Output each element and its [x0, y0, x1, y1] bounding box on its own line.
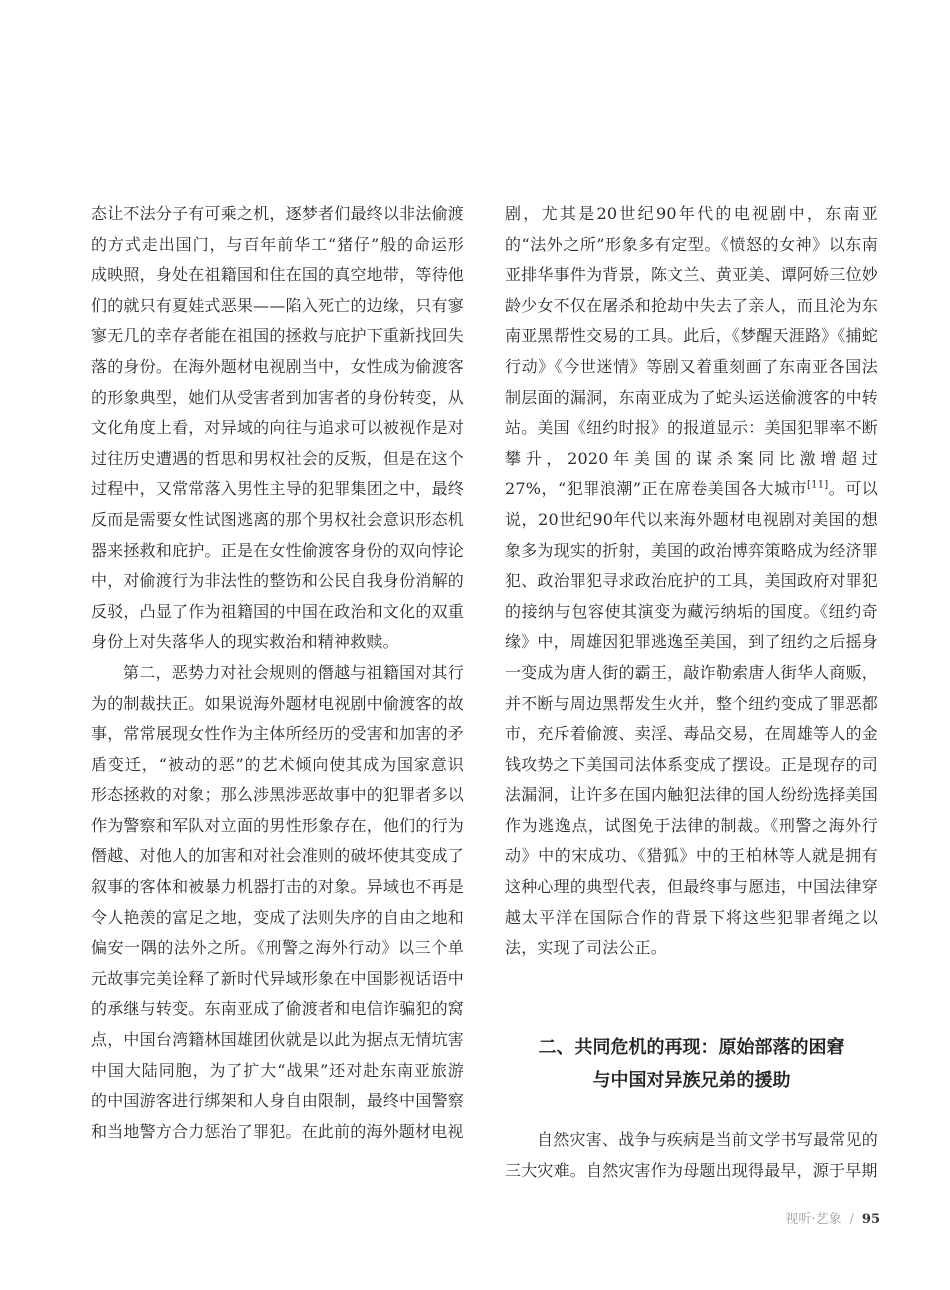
left-paragraph-1: 态让不法分子有可乘之机，逐梦者们最终以非法偷渡的方式走出国门，与百年前华工“猪仔”般的命运形成映照，身处在祖籍国和住在国的真空地带，等待他们的就只有夏娃式恶果——陷入死亡的边缘，只有寥寥无几的幸存者能在祖国的拯救与庇护下重新找回失落的身份。在海外题材电视剧当中，女性成为偷渡客的形象典型，她们从受害者到加害者的身份转变，从文化角度上看，对异域的向往与追求可以被视作是对过往历史遭遇的哲思和男权社会的反叛，但是在这个过程中，又常常落入男性主导的犯罪集团之中，最终反而是需要女性试图逃离的那个男权社会意识形态机器来拯救和庇护。正是在女性偷渡客身份的双向悖论中，对偷渡行为非法性的整饬和公民自我身份消解的反驳，凸显了作为祖籍国的中国在政治和文化的双重身份上对失落华人的现实救治和精神救赎。 [91, 204, 464, 652]
page-number: 95 [861, 1212, 880, 1227]
section-heading [505, 1031, 878, 1097]
journal-name: 视听·艺象 [785, 1212, 842, 1227]
right-column-continued [505, 1125, 878, 1186]
footer-separator: / [849, 1212, 854, 1227]
section-heading-line-2: 与中国对异族兄弟的援助 [592, 1070, 791, 1091]
right-column [505, 199, 878, 964]
page-footer [785, 1208, 880, 1227]
right-paragraph-1 [505, 199, 878, 964]
left-column [91, 199, 464, 1147]
right-paragraph-1-text-b: 。可以说，20世纪90年代以来海外题材电视剧对美国的想象多为现实的折射，美国的政治博弈策略成为经济罪犯、政治罪犯寻求政治庇护的工具，美国政府对罪犯的接纳与包容使其演变为藏污纳垢的国度。《纽约奇缘》中，周雄因犯罪逃逸至美国，到了纽约之后摇身一变成为唐人街的霸王，敲诈勒索唐人街华人商贩，并不断与周边黑帮发生火并，整个纽约变成了罪恶都市，充斥着偷渡、卖淫、毒品交易，在周雄等人的金钱攻势之下美国司法体系变成了摆设。正是现存的司法漏洞，让许多在国内触犯法律的国人纷纷选择美国作为逃逸点，试图免于法律的制裁。《刑警之海外行动》中的宋成功、《猎狐》中的王柏林等人就是拥有这种心理的典型代表，但最终事与愿违，中国法律穿越太平洋在国际合作的背景下将这些犯罪者绳之以法，实现了司法公正。 [505, 479, 878, 958]
right-paragraph-1-text-a: 剧，尤其是20世纪90年代的电视剧中，东南亚的“法外之所”形象多有定型。《愤怒的女神》以东南亚排华事件为背景，陈文兰、黄亚美、谭阿娇三位妙龄少女不仅在屠杀和抢劫中失去了亲人，而且沦为东南亚黑帮性交易的工具。此后，《梦醒天涯路》《捕蛇行动》《今世迷情》等剧又着重刻画了东南亚各国法制层面的漏洞，东南亚成为了蛇头运送偷渡客的中转站。美国《纽约时报》的报道显示：美国犯罪率不断攀升，2020年美国的谋杀案同比激增超过27%，“犯罪浪潮”正在席卷美国各大城市 [505, 204, 878, 499]
reference-marker: [11] [807, 480, 829, 492]
left-paragraph-2: 第二，恶势力对社会规则的僭越与祖籍国对其行为的制裁扶正。如果说海外题材电视剧中偷渡客的故事，常常展现女性作为主体所经历的受害和加害的矛盾变迁，“被动的恶”的艺术倾向使其成为国家意识形态拯救的对象；那么涉黑涉恶故事中的犯罪者多以作为警察和军队对立面的男性形象存在，他们的行为僭越、对他人的加害和对社会准则的破坏使其变成了叙事的客体和被暴力机器打击的对象。异域也不再是令人艳羡的富足之地，变成了法则失序的自由之地和偏安一隅的法外之所。《刑警之海外行动》以三个单元故事完美诠释了新时代异域形象在中国影视话语中的承继与转变。东南亚成了偷渡者和电信诈骗犯的窝点，中国台湾籍林国雄团伙就是以此为据点无情坑害中国大陆同胞，为了扩大“战果”还对赴东南亚旅游的中国游客进行绑架和人身自由限制，最终中国警察和当地警方合力惩治了罪犯。在此前的海外题材电视 [91, 662, 464, 1141]
right-paragraph-2: 自然灾害、战争与疾病是当前文学书写最常见的三大灾难。自然灾害作为母题出现得最早，源于早期 [505, 1130, 878, 1180]
section-heading-line-1: 二、共同危机的再现：原始部落的困窘 [538, 1037, 845, 1058]
